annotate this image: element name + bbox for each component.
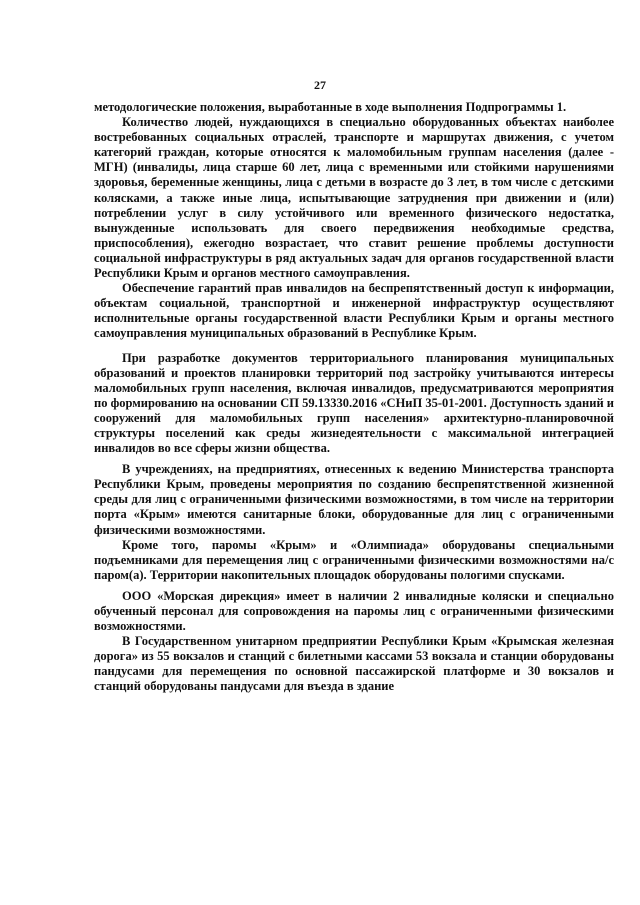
page-number: 27 (314, 78, 326, 92)
paragraph-sea-directorate: ООО «Морская дирекция» имеет в наличии 2 инвалидные коляски и специально обученный персонал для сопровождения на паромы лиц с ограниченными физическими возможностями. (94, 588, 614, 634)
paragraph-ferries: Кроме того, паромы «Крым» и «Олимпиада» оборудованы специальными подъемниками для перемещения лиц с ограниченными физическими возможностями на/с паром(а). Территории накопительных площадок оборудованы пологими спусками. (94, 537, 614, 582)
paragraph-guarantees: Обеспечение гарантий прав инвалидов на беспрепятственный доступ к информации, объектам социальной, транспортной и инженерной инфраструктур осуществляют исполнительные органы государственной власти Республики Крым и органы местного самоуправления муниципальных образований в Республике Крым. (94, 281, 614, 341)
paragraph-territorial-planning: При разработке документов территориального планирования муниципальных образований и проектов планировки территорий под застройку учитываются интересы маломобильных групп населения, включая инвалидов, предусматриваются мероприятия по формированию на основании СП 59.13330.2016 «СНиП 35-01-2001. Доступность зданий и сооружений для маломобильных групп населения» архитектурно-планировочной структуры поселений как среды жизнедеятельности с максимальной интеграцией инвалидов во все сферы жизни общества. (94, 350, 614, 456)
paragraph-transport-ministry: В учреждениях, на предприятиях, отнесенных к ведению Министерства транспорта Республики Крым, проведены мероприятия по созданию беспрепятственной жизненной среды для лиц с ограниченными физическими возможностями, в том числе на территории порта «Крым» имеются санитарные блоки, оборудованные для лиц с ограниченными физическими возможностями. (94, 462, 614, 537)
paragraph-railway: В Государственном унитарном предприятии Республики Крым «Крымская железная дорога» из 55 вокзалов и станций с билетными кассами 53 вокзала и станции оборудованы пандусами для перемещения по основной пассажирской платформе и 30 вокзалов и станций оборудованы пандусами для въезда в здание (94, 634, 614, 694)
paragraph-mgn: Количество людей, нуждающихся в специально оборудованных объектах наиболее востребованных социальных отраслей, транспорте и маршрутах движения, с учетом категорий граждан, которые относятся к маломобильным группам населения (далее - МГН) (инвалиды, лица старше 60 лет, лица с временными или стойкими нарушениями здоровья, беременные женщины, лица с детьми в возрасте до 3 лет, в том числе с детскими колясками, а также иные лица, испытывающие затруднения при движении и (или) потреблении услуг в силу устойчивого или временного физического недостатка, вынужденные использовать для своего передвижения необходимые средства, приспособления), ежегодно возрастает, что ставит решение проблемы доступности социальной инфраструктуры в ряд актуальных задач для органов государственной власти Республики Крым и органов местного самоуправления. (94, 115, 614, 281)
document-body (94, 100, 614, 695)
paragraph-continuation: методологические положения, выработанные в ходе выполнения Подпрограммы 1. (94, 100, 567, 114)
